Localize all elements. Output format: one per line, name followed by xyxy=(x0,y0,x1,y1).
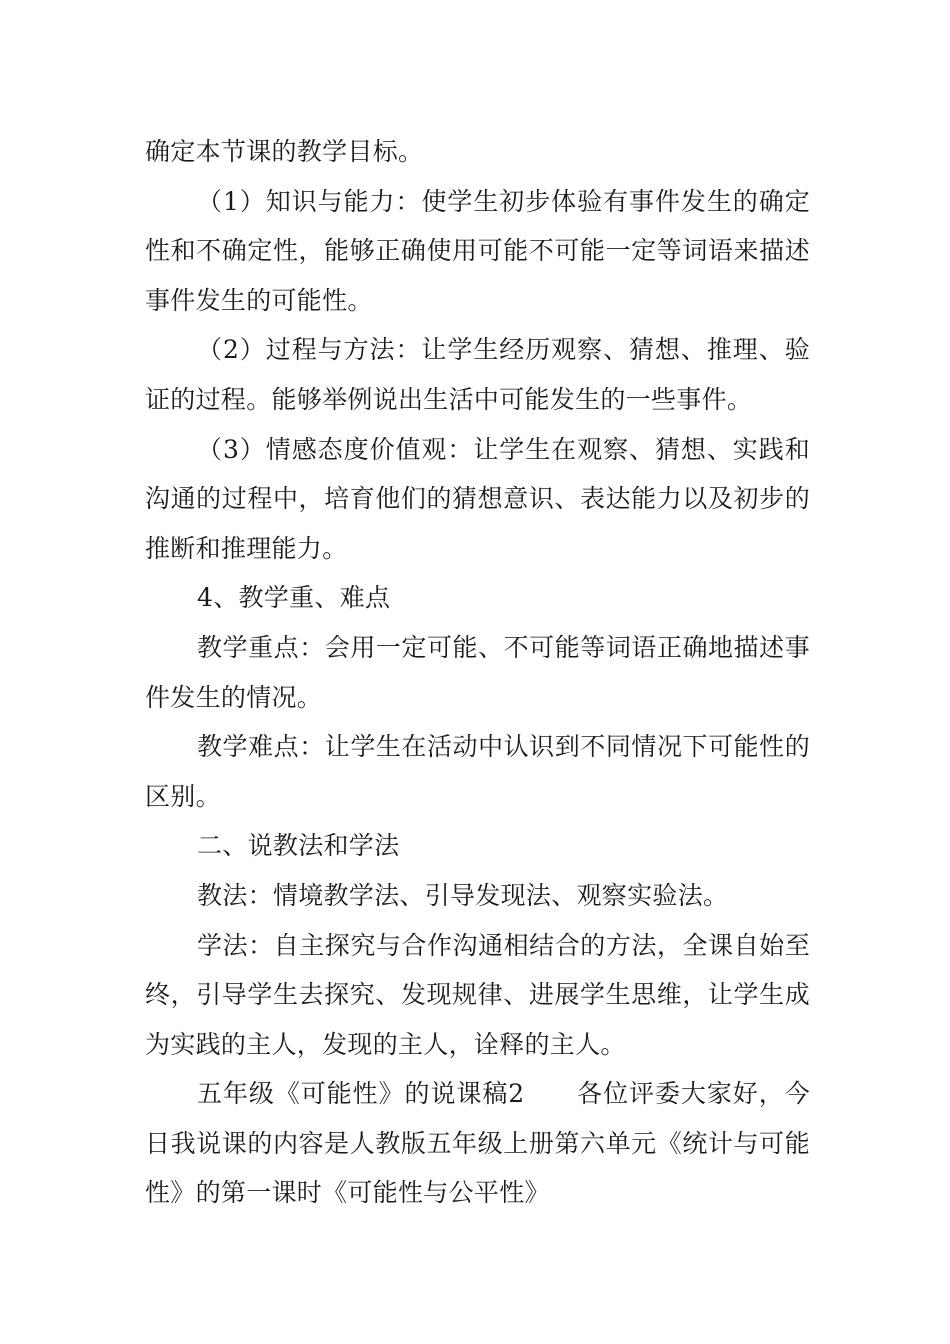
lecture-draft-title: 五年级《可能性》的说课稿2 xyxy=(197,1079,525,1109)
paragraph-emotion-attitude: （3）情感态度价值观：让学生在观察、猜想、实践和沟通的过程中，培育他们的猜想意识、表达能力以及初步的推断和推理能力。 xyxy=(145,434,810,563)
heading-key-difficult-points: 4、教学重、难点 xyxy=(197,583,391,613)
paragraph-lecture-draft-2 xyxy=(145,1069,810,1218)
lecture-draft-body: 各位评委大家好，今日我说课的内容是人教版五年级上册第六单元《统计与可能性》的第一课时《可能性与公平性》 xyxy=(145,1079,810,1208)
paragraph-key-point: 教学重点：会用一定可能、不可能等词语正确地描述事件发生的情况。 xyxy=(145,632,810,712)
paragraph-process-method: （2）过程与方法：让学生经历观察、猜想、推理、验证的过程。能够举例说出生活中可能发生的一些事件。 xyxy=(145,335,810,414)
paragraph-learning-method: 学法：自主探究与合作沟通相结合的方法，全课自始至终，引导学生去探究、发现规律、进展学生思维，让学生成为实践的主人，发现的主人，诠释的主人。 xyxy=(145,930,810,1059)
paragraph-goal-intro: 确定本节课的教学目标。 xyxy=(145,137,424,166)
paragraph-teaching-method: 教法：情境教学法、引导发现法、观察实验法。 xyxy=(197,880,729,910)
heading-teaching-methods: 二、说教法和学法 xyxy=(197,831,400,861)
document-body xyxy=(145,127,810,1218)
paragraph-difficult-point: 教学难点：让学生在活动中认识到不同情况下可能性的区别。 xyxy=(145,732,810,811)
paragraph-knowledge-ability: （1）知识与能力：使学生初步体验有事件发生的确定性和不确定性，能够正确使用可能不可能一定等词语来描述事件发生的可能性。 xyxy=(145,186,810,315)
